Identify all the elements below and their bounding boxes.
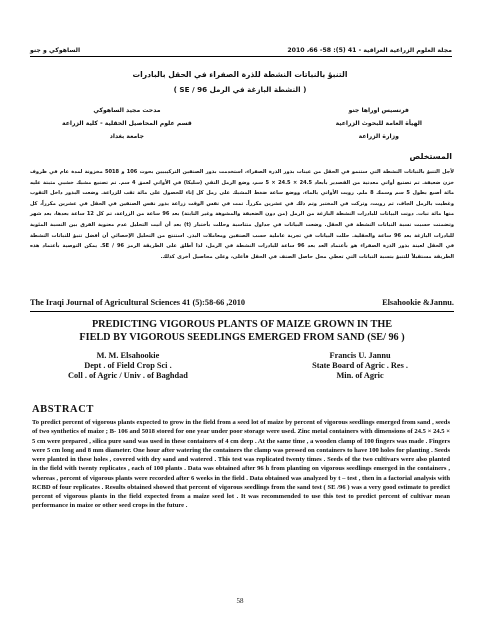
page-number: 58: [236, 597, 244, 605]
english-running-authors: Elsahookie &Jannu.: [382, 298, 454, 307]
arabic-author1-dept: قسم علوم المحاصيل الحقلية - كلية الزراعة: [62, 120, 192, 127]
english-author-block: [68, 351, 408, 382]
arabic-author2-min: وزارة الزراعة: [358, 133, 399, 140]
english-author2-min: Min. of Agric: [336, 371, 384, 381]
english-author1-univ: Coll . of Agric / Univ . of Baghdad: [68, 371, 188, 381]
english-abstract-heading: ABSTRACT: [32, 404, 94, 415]
english-journal-citation: The Iraqi Journal of Agricultural Sciences 41 (5):58-66 ,2010: [30, 298, 246, 307]
arabic-subtitle: ( النشطة البازغة في الرمل SE / 96 ): [173, 85, 307, 94]
arabic-running-authors: الساهوكي و جنو: [30, 47, 81, 54]
english-author-1: [68, 351, 188, 382]
english-author1-name: M. M. Elsahookie: [96, 351, 160, 360]
english-title: [30, 318, 454, 344]
english-title-line-2: FIELD BY VIGOROUS SEEDLINGS EMERGED FROM SAND (SE/ 96 ): [79, 332, 405, 343]
arabic-title: التنبؤ بالنباتات النشطة للذرة الصفراء في الحقل بالبادرات: [132, 70, 348, 79]
english-title-line-1: PREDICTING VIGOROUS PLANTS OF MAIZE GROWN IN THE: [91, 319, 393, 330]
arabic-author2-name: فرنسيس اوراها جنو: [348, 107, 409, 114]
arabic-header-rule: [30, 56, 452, 57]
arabic-author-1: [62, 107, 192, 140]
arabic-author1-name: مدحت مجيد الساهوكي: [93, 107, 161, 114]
english-running-header: [30, 298, 454, 307]
english-author2-org: State Board of Agric . Res .: [312, 361, 408, 371]
arabic-author-2: [336, 107, 422, 140]
english-author2-name: Francis U. Jannu: [329, 351, 391, 360]
english-abstract-body: To predict percent of vigorous plants expected to grow in the field from a seed lot of maize by percent of vigorous seedlings emerged from sand , seeds of two synthetics of maize ; B- 106 and 5018 stored for one year under poor storage were used. Zinc metal containers with dimensions of 24.5 × 24.5 × 5 cm were prepared , silica pure sand was used in these containers of 4 cm deep . At the same time , a wooden clamp of 100 fingers was made . Fingers were 5 cm long and 8 mm diameter. One hour after watering the containers the clamp was pressed on containers to have 100 holes for planting . Seeds were planted in these holes , covered with dry sand and watered . This test was replicated twenty times . Seeds of the two cultivars were also planted in the field with twenty replicates , each of 100 plants . Data was obtained after 96 h from planting on vigorous seedlings emerged in the containers , whereas , percent of vigorous plants were recorded after 6 weeks in the field . Data obtained was analyzed by t – test , then in a factorial analysis with RCBD of four replicates . Results obtained showed that percent of vigorous seedlings from the sand test ( SE /96 ) was a very good estimate to predict percent of vigorous plants in the field expected from a maize seed lot . It was recommended to use this test to predict percent of cultivar mean performance in maize or other seed crops in the future .: [32, 419, 450, 510]
english-header-rule: [30, 311, 454, 312]
english-author-2: [312, 351, 408, 382]
arabic-journal-citation: مجلة العلوم الزراعية العراقية - 41 (5): 58- 66، 2010: [287, 47, 452, 54]
arabic-abstract-heading: المستخلص: [409, 152, 452, 161]
english-author1-dept: Dept . of Field Crop Sci .: [84, 361, 172, 371]
arabic-author2-org: الهيأة العامة للبحوث الزراعية: [335, 120, 422, 127]
arabic-author-block: [62, 107, 422, 140]
arabic-running-header: [30, 43, 452, 54]
arabic-abstract-body: لأجل التنبؤ بالنباتات النشطة التي ستنمو في الحقل من عينات بذور الذرة الصفراء، استخدمت بذور الصنفين التركيبيين بحوث 106 و 5018 مخزونة لمدة عام في ظروف خزن ضعيفة. تم تصنيع أواني معدنية من القصدير بأبعاد 24.5 × 24.5 × 5 سم، وضع الرمل النقي (سليكا) في الأواني لعمق 4 سم. تم تصنيع مشبك خشبي مثبتة عليه مائة أصبع بطول 5 سم وسمك 8 ملم. رويت الأواني بالماء، ووضع ساعة ضغط المشبك على رمل كل إناء للحصول على مائة ثقب للزراعة. وضعت البذور داخل الثقوب وغطيت بالرمل الجاف، ثم رويت، وتركت في المختبر وتم ذلك في عشرين مكرراً. تمت في نفس الوقت زراعة بذور نفس الصنفين في الحقل في عشرين مكرراً، كل منها مائة نبات. دونت البيانات للبادرات النشطة البازغة من الرمل (من دون الضعيفة والمشوهة وغير النابتة) بعد 96 ساعة من الزراعة، تم كل 12 ساعة بعدها، بعد شهر وتضمنت حسبت نسبة النباتات النشطة في الحقل. وضعت البيانات في جداول متناسبة وحللت بأختبار (t) بعد أن أنيت التحليل عدم معنوية الفرق بين النسبة المئوية للبادرات البازغة بعد 96 ساعة والحقلية. حللت البيانات في تجربة عاملية حسب الصنفين ومعاملات البذر. استنتج من التحليل الإحصائي أن أفضل تنبؤ للنباتات النشطة في الحقل لعينة بذور الذرة الصفراء هو بأعتماد العد بعد 96 ساعة للبادرات النشطة في الرمل، لذا أطلق على الطريقة الرمز SE / 96. يمكن التوصية بأعتماد هذه الطريقة مستقبلاً للتنبؤ بنسبة النباتات التي تعطي محل حاصل الصنف في الحقل فأعلى، وعلى محاصيل أخرى كذلك.: [30, 169, 455, 260]
arabic-author1-univ: جامعة بغداد: [109, 133, 144, 140]
